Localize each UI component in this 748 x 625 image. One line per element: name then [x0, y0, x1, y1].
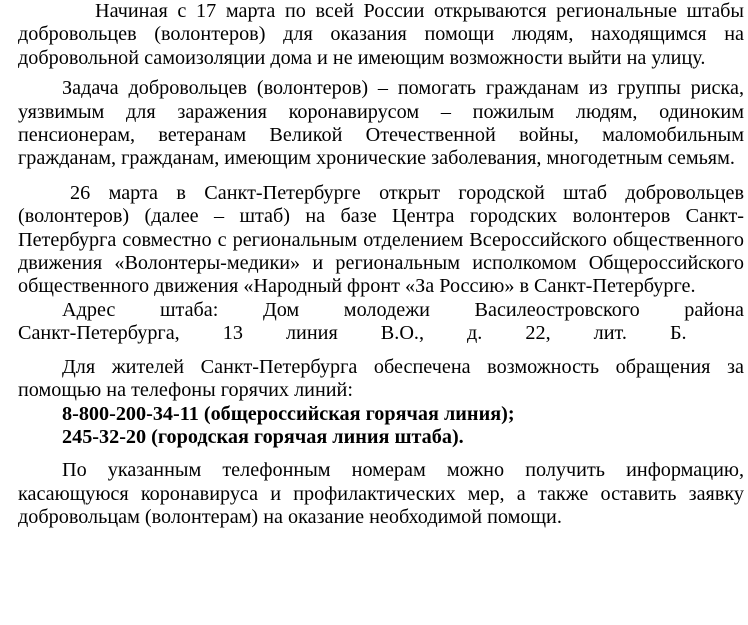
- hotline-federal: 8-800-200-34-11 (общероссийская горячая линия);: [62, 402, 515, 425]
- paragraph-hotline-info: По указанным телефонным номерам можно получить информацию, касающуюся коронавируса и профилактических мер, а также оставить заявку добровольцам (волонтерам) на оказание необходимой помощи.: [18, 459, 744, 529]
- document-page: [18, 0, 744, 530]
- paragraph-city-headquarters: 26 марта в Санкт-Петербурге открыт городской штаб добровольцев (волонтеров) (далее – штаб) на базе Центра городских волонтеров Санкт-Петербурга совместно с региональным отделением Всероссийского общественного движения «Волонтеры-медики» и региональным исполкомом Общероссийского общественного движения «Народный фронт «За Россию» в Санкт-Петербурге.: [18, 181, 744, 298]
- paragraph-regional-headquarters: Начиная с 17 марта по всей России открываются региональные штабы добровольцев (волонтеров) для оказания помощи людям, находящимся на добровольной самоизоляции дома и не имеющим возможности выйти на улицу.: [18, 0, 744, 69]
- hotline-city: 245-32-20 (городская горячая линия штаба).: [62, 425, 464, 448]
- paragraph-hotlines-intro: Для жителей Санкт-Петербурга обеспечена возможность обращения за помощью на телефоны горячих линий:: [18, 355, 744, 402]
- address-text: Адрес штаба: Дом молодежи Василеостровского района Санкт-Петербурга, 13 линия В.О., д. 22, лит. Б.: [18, 298, 744, 345]
- paragraph-volunteer-task: Задача добровольцев (волонтеров) – помогать гражданам из группы риска, уязвимым для заражения коронавирусом – пожилым людям, одиноким пенсионерам, ветеранам Великой Отечественной войны, маломобильным гражданам, гражданам, имеющим хронические заболевания, многодетным семьям.: [18, 77, 744, 170]
- paragraph-headquarters-address: [18, 299, 744, 346]
